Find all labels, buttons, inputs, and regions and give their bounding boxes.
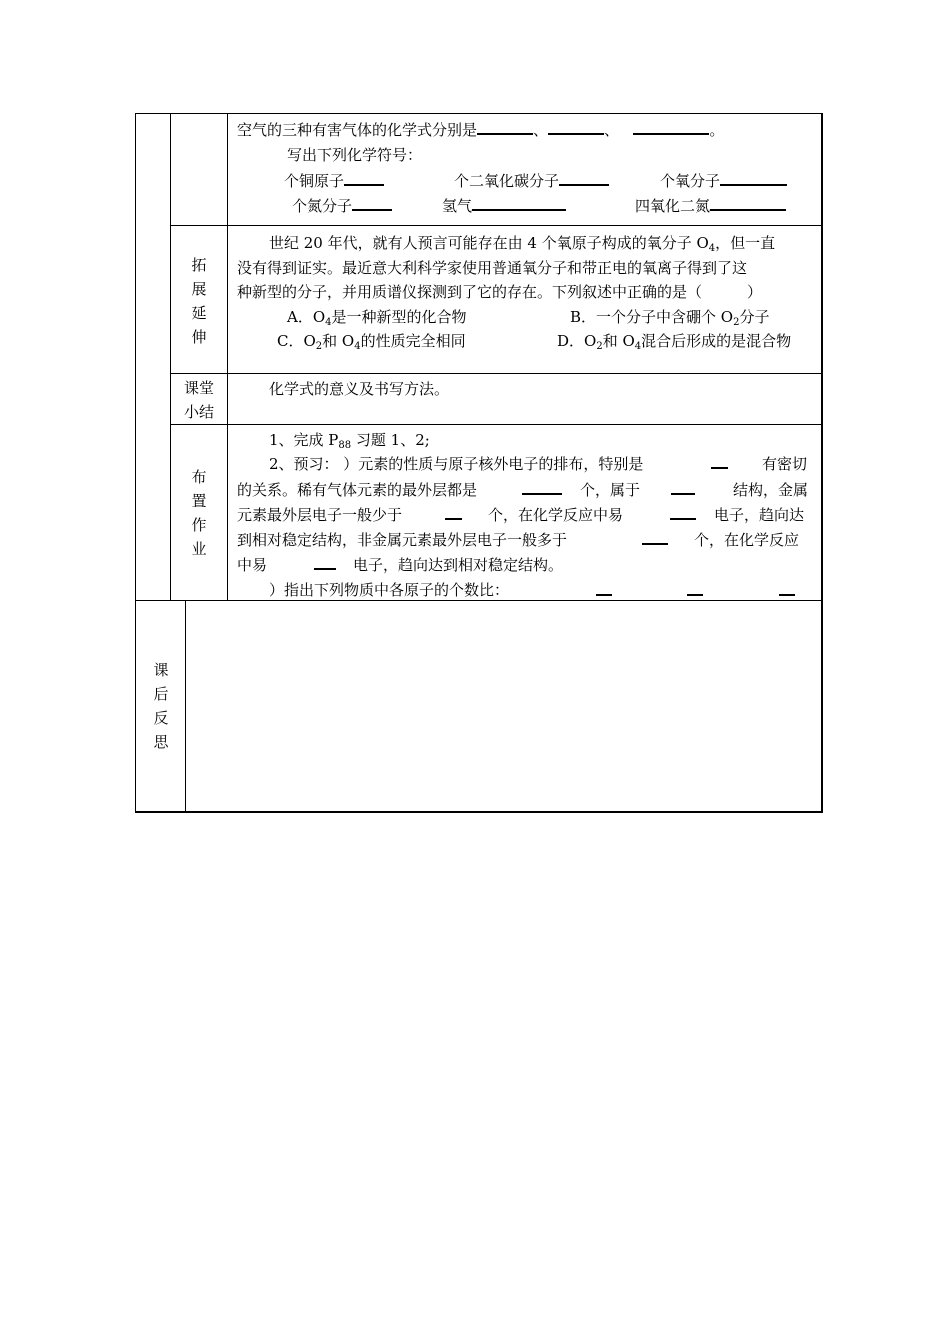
- label-char: 业: [191, 540, 207, 558]
- text-run: 世纪 20 年代，就有人预言可能存在由 4 个氧原子构成的氧分子 O: [269, 234, 709, 252]
- homework-line3-b: 个，属于: [580, 481, 641, 499]
- harmful-gases-question: [237, 119, 724, 140]
- answer-blank: [779, 580, 795, 596]
- table-top-border: [135, 113, 822, 114]
- homework-line6-a: 中易: [237, 556, 268, 574]
- homework-line5-a: 到相对稳定结构，非金属元素最外层电子一般多于: [237, 531, 568, 549]
- subscript: 4: [708, 243, 716, 254]
- option-b: [570, 307, 769, 327]
- text-run: 混合后形成的是混合物: [641, 332, 792, 350]
- text-run: 是一种新型的化合物: [331, 308, 467, 326]
- row-divider-1: [170, 225, 822, 226]
- harmful-gases-text: 空气的三种有害气体的化学式分别是: [237, 121, 478, 139]
- subscript: 88: [338, 440, 352, 451]
- answer-blank: [559, 170, 609, 186]
- text-run: A．O: [287, 308, 326, 326]
- label-char: 布: [191, 468, 207, 486]
- answer-blank: [633, 119, 709, 135]
- option-c: [277, 331, 466, 351]
- oxygen-molecules-item: [660, 170, 787, 191]
- answer-blank: [314, 554, 336, 570]
- homework-line3-c: 结构，金属: [733, 481, 809, 499]
- subscript: 4: [354, 341, 361, 352]
- label-char: 拓: [191, 256, 207, 274]
- o4-paragraph-line2: 没有得到证实。最近意大利科学家使用普通氧分子和带正电的氧离子得到了这: [237, 259, 748, 277]
- row-divider-4: [135, 600, 822, 601]
- homework-line4-b: 个，在化学反应中易: [488, 506, 624, 524]
- subscript: 4: [634, 341, 642, 352]
- class-summary-text: 化学式的意义及书写方法。: [269, 380, 450, 398]
- item-label: 个铜原子: [284, 172, 345, 190]
- label-char: 思: [153, 733, 169, 751]
- answer-blank: [711, 453, 728, 469]
- table-bottom-border: [135, 811, 823, 813]
- answer-blank: [671, 479, 695, 495]
- option-a: [287, 307, 467, 327]
- separator: 、: [604, 121, 620, 139]
- answer-blank: [344, 170, 384, 186]
- label-char: 展: [191, 280, 207, 298]
- o4-paragraph-line3: 种新型的分子，并用质谱仪探测到了它的存在。下列叙述中正确的是（ ）: [237, 283, 763, 301]
- separator: 、: [533, 121, 549, 139]
- homework-line3-a: 的关系。稀有气体元素的最外层都是: [237, 481, 478, 499]
- label-char: 作: [191, 516, 207, 534]
- homework-line2: [269, 454, 643, 474]
- homework-label: [171, 465, 227, 561]
- answer-blank: [710, 195, 786, 211]
- item-label: 氢气: [442, 197, 473, 215]
- label-char: 课: [153, 661, 169, 679]
- answer-blank: [472, 195, 566, 211]
- answer-blank: [548, 119, 604, 135]
- text-run: ，但一直: [715, 234, 776, 252]
- subscript: 4: [325, 317, 332, 328]
- extension-label: [171, 253, 227, 349]
- label-line: 课堂: [183, 379, 214, 397]
- homework-line4-a: 元素最外层电子一般少于: [237, 506, 403, 524]
- inner-vline-2: [227, 113, 228, 601]
- answer-blank: [687, 580, 703, 596]
- homework-line7: ）指出下列物质中各原子的个数比：: [269, 581, 510, 599]
- item-label: 个氧分子: [660, 172, 721, 190]
- co2-molecules-item: [454, 170, 609, 191]
- homework-line6-b: 电子，趋向达到相对稳定结构。: [353, 556, 564, 574]
- answer-blank: [596, 580, 612, 596]
- homework-line5-b: 个，在化学反应: [694, 531, 800, 549]
- text-run: 习题 1、2;: [351, 431, 430, 449]
- label-char: 置: [191, 492, 207, 510]
- label-line: 小结: [183, 403, 214, 421]
- text-run: 的性质完全相同: [360, 332, 466, 350]
- homework-line4-c: 电子，趋向达: [714, 506, 805, 524]
- reflection-writing-area[interactable]: [187, 602, 820, 810]
- homework-line2-end: 有密切: [762, 455, 808, 473]
- reflection-label: [136, 658, 186, 754]
- text-run: D．O: [557, 332, 597, 350]
- answer-blank: [642, 529, 668, 545]
- separator: 。: [709, 121, 725, 139]
- copy-atoms-item: [284, 170, 384, 191]
- text-run: 和 O: [322, 332, 355, 350]
- answer-blank: [352, 195, 392, 211]
- text-run: 2、预习： ）元素的性质与原子核外电子的排布，特别是: [269, 455, 644, 473]
- item-label: 个二氧化碳分子: [454, 172, 560, 190]
- row-divider-3: [170, 424, 822, 425]
- o4-paragraph-line1: [269, 233, 775, 253]
- text-run: B．一个分子中含硼个 O: [570, 308, 734, 326]
- label-char: 反: [153, 709, 169, 727]
- class-summary-label: [171, 376, 227, 424]
- answer-blank: [720, 170, 787, 186]
- subscript: 2: [733, 317, 740, 328]
- item-label: 个氮分子: [292, 197, 353, 215]
- homework-line1: [269, 430, 430, 450]
- write-symbols-prompt: 写出下列化学符号：: [287, 146, 423, 164]
- nitrogen-molecules-item: [292, 195, 392, 216]
- label-char: 伸: [191, 328, 207, 346]
- subscript: 2: [315, 341, 323, 352]
- answer-blank: [670, 504, 696, 520]
- label-char: 延: [191, 304, 207, 322]
- text-run: C．O: [277, 332, 316, 350]
- row-divider-2: [170, 373, 822, 374]
- answer-blank: [477, 119, 533, 135]
- text-run: 和 O: [602, 332, 635, 350]
- answer-blank: [445, 504, 462, 520]
- subscript: 2: [596, 341, 603, 352]
- option-d: [557, 331, 791, 351]
- label-char: 后: [153, 685, 169, 703]
- text-run: 分子: [739, 308, 770, 326]
- table-right-border: [821, 113, 823, 813]
- text-run: 1、完成 P: [269, 431, 339, 449]
- dinitrogen-tetroxide-item: [635, 195, 786, 216]
- hydrogen-gas-item: [442, 195, 566, 216]
- item-label: 四氧化二氮: [635, 197, 711, 215]
- answer-blank: [522, 479, 562, 495]
